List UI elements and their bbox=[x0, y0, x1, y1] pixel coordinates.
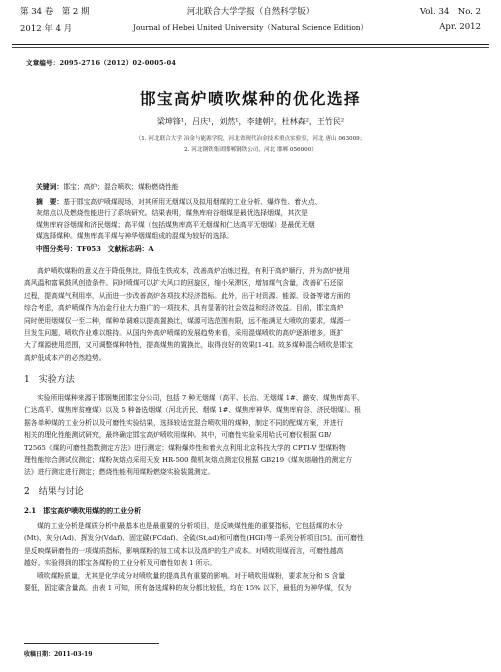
abstract-line: 灰熔点以及燃烧性能进行了系统研究。结果表明，煤焦库府谷烟煤是最优选择烟煤，其次是 bbox=[36, 209, 308, 218]
affiliation-1: （1. 河北联合大学 冶金与能源学院，河北省现代冶金技术重点实验室，河北 唐山 063009； bbox=[135, 136, 366, 142]
abstract-line: 煤选择煤种。煤焦库高平煤与神华烟煤组成的混煤为较好的选择。 bbox=[36, 231, 234, 240]
section-1-paragraph: 实验所用煤种来源于邯钢集团邯宝分公司，包括 7 种无烟煤（高平、长治、无烟煤 1#、潞安、煤焦库高平、 仁达高平、煤焦库贫瘦煤）以及 5 种备选烟煤（河北沂民、烟煤 1#、煤焦库神华、煤焦库府谷、济民烟煤）。根 据各单种煤的工业分析以及可磨性实验结果，选择较适宜混合喷吹用的煤种，制定不同的配煤方案，并进行 相关的理化性能测试研究，最终确定邯宝高炉喷吹用煤种。其中，可磨性实验采用哈氏可磨仪根据 GB/ T2565《煤的可磨性指数测定方法》进行测定；煤粉爆炸性和着火点利用北京科技大学的 CPTI-V 型煤粉物 理性能综合测试仪测定；煤粉灰熔点采用天发 HR-500 微机灰熔点测定仪根据 GB219《煤灰熔融性的测定方 法》进行测定进行测定；燃烧性能利用煤粉燃烧实验装置测定。 bbox=[24, 394, 364, 477]
section-2-paragraph: 煤的工业分析是煤质分析中最基本也是最重要的分析项目，是反映煤性能的重要指标，它包括煤的水分 (Mt)、灰分(Ad)、挥发分(Vdaf)、固定碳(FCdaf)、全硫(St,ad)和可磨性(HGI)等一系列分析项目[5]。而可磨性 是反映煤研磨性的一项煤质指标，影响煤粉的加工成本以及高炉的生产成本。对喷吹用煤而言，可磨性越高 越好。实验得到的邯宝各煤粉的工业分析及可磨性如表 1 所示。 喷吹煤粉质量，尤其是化学成分对喷吹量的提高具有重要的影响。对于喷吹用煤粉，要求灰分和 S 含量 要低，固定碳含量高。由表 1 可知，所有备选煤种的灰分都比较低，均在 15% 以下，最低的为神华煤，仅为 bbox=[24, 522, 364, 593]
keywords-label: 关键词： bbox=[36, 183, 64, 191]
subsection-heading: 2.1 邯宝高炉喷吹用煤的的工业分析 bbox=[24, 506, 142, 515]
keywords-text: 邯宝；高炉；混合喷吹；煤粉燃烧性能 bbox=[63, 183, 179, 191]
classification: 中图分类号：TF053 文献标志码：A bbox=[36, 245, 154, 253]
received-date: 收稿日期：2011-03-19 bbox=[24, 651, 93, 658]
affiliation-2: 2. 河北钢铁集团邯郸钢铁公司，河北 邯郸 056000） bbox=[184, 147, 317, 153]
abstract-label: 摘 要： bbox=[36, 198, 64, 206]
header-rule bbox=[12, 44, 489, 45]
authors: 梁坤锋¹，吕庆¹，刘然¹，李建朝²，杜林森²，王竹民² bbox=[156, 117, 345, 126]
journal-name-en: Journal of Hebei United University（Natural Science Edition） bbox=[133, 23, 368, 32]
header-rule-thin bbox=[12, 47, 489, 48]
section-heading-2: 2 结果与讨论 bbox=[24, 487, 84, 497]
abstract-line: 摘 要：基于邯宝高炉喷煤现场，对其所用无烟煤以及拟用烟煤的工业分析、爆炸性、着火点、 bbox=[36, 198, 322, 206]
section-heading-1: 1 实验方法 bbox=[24, 375, 75, 385]
abstract-line: 煤焦库府谷烟煤和济民烟煤；高平煤（包括煤焦库高平无烟煤和仁达高平无烟煤）是最优无烟 bbox=[36, 220, 315, 229]
issue-cn: 第 34 卷 第 2 期 bbox=[20, 7, 90, 17]
date-cn: 2012 年 4 月 bbox=[20, 24, 73, 34]
running-header bbox=[12, 3, 489, 43]
intro-paragraph: 高炉喷吹煤粉的意义在于降低焦比，降低生铁成本，改善高炉冶炼过程，有利于高炉顺行，并为高炉使用 高风温和富氧鼓风创造条件。同时喷煤可以扩大风口的回旋区，缩小呆滞区，增加煤气含量，改善矿石还原 过程，提高煤气利用率，从而进一步改善高炉各项技术经济指标。此外，出于对资源、能源、设备等诸方面的 综合考虑，高炉喷煤作为冶金行业大力推广的一项技术，具有显著的社会效益和经济效益。目前，邯宝高炉 同时使用烟煤仅一至二种，煤种单调难以提高置换比，煤源可选范围有限，远不能满足大喷吹的要求，煤源一 旦发生问题，喷吹作业难以维持。从国内外高炉喷煤的发展趋势来看，采用混煤喷吹的高炉逐渐增多，既扩 大了煤源使用范围，又可调整煤种特性，提高煤焦的置换比，取得良好的效果[1-4]。故多煤种混合喷吹是邯宝 高炉低成本产的必然趋势。 bbox=[24, 267, 353, 362]
journal-name-cn: 河北联合大学学报（自然科学版） bbox=[186, 7, 315, 17]
volume-en: Vol. 34 No. 2 bbox=[419, 7, 481, 17]
date-en: Apr. 2012 bbox=[439, 22, 481, 32]
article-number: 文章编号：2095-2716（2012）02-0005-04 bbox=[26, 59, 177, 67]
page-title: 邯宝高炉喷吹煤种的优化选择 bbox=[139, 89, 361, 108]
keywords bbox=[36, 182, 465, 193]
footnote-rule bbox=[24, 643, 159, 644]
abstract bbox=[36, 197, 465, 242]
